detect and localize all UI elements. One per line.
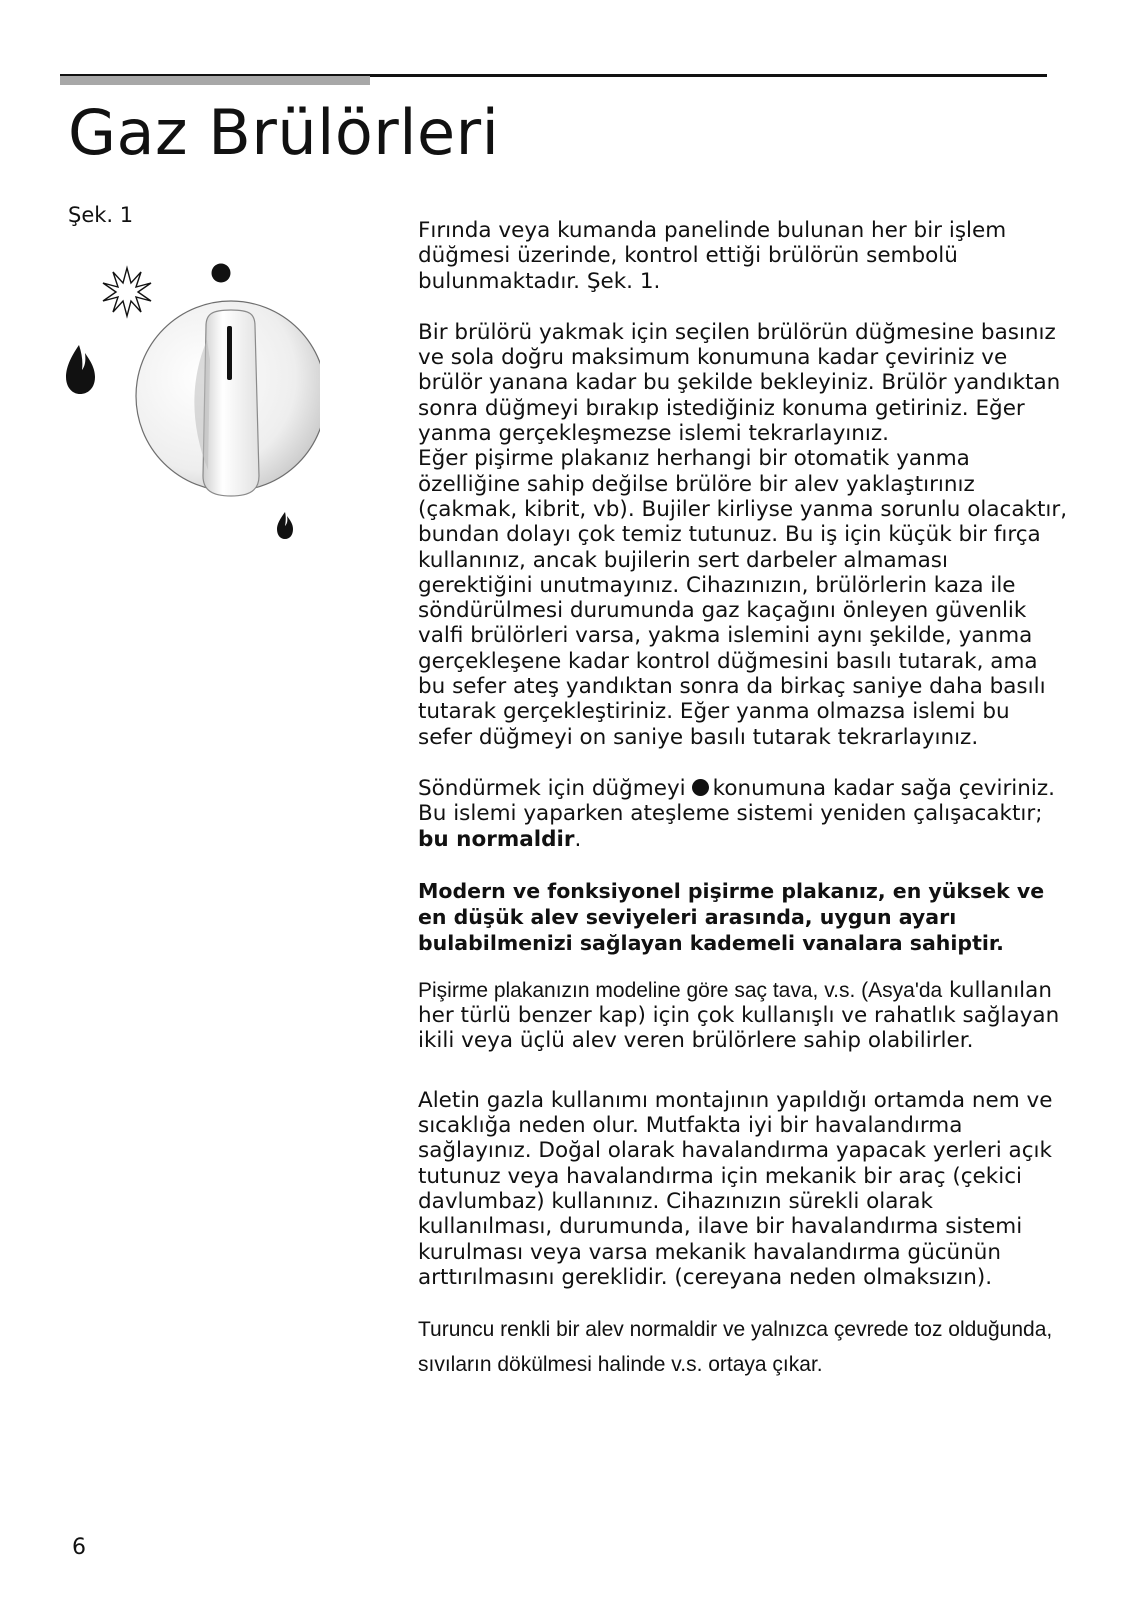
off-dot-icon xyxy=(692,779,709,796)
text-span: . xyxy=(574,826,582,852)
ignition-spark-icon xyxy=(103,268,151,316)
off-dot-icon xyxy=(212,264,231,283)
figure-label: Şek. 1 xyxy=(68,203,134,227)
paragraph xyxy=(418,776,1068,852)
paragraph: Fırında veya kumanda panelinde bulunan her bir işlem düğmesi üzerinde, kontrol ettiği brülörün sembolü bulunmaktadır. Şek. 1. xyxy=(418,218,1007,294)
text-span: Pişirme plakanızın modeline göre saç tava, v.s. (Asya'da xyxy=(418,978,943,1002)
burner-knob-figure xyxy=(60,240,320,560)
text-span: konumuna kadar sağa çeviriniz. Bu islemi yaparken ateşleme sistemi yeniden çalışacaktır; xyxy=(418,775,1055,827)
page-title: Gaz Brülörleri xyxy=(68,96,500,169)
text-span: Söndürmek için düğmeyi xyxy=(418,775,686,801)
control-knob xyxy=(136,301,320,496)
emphasis: bu normaldir xyxy=(418,826,575,852)
body-text xyxy=(418,218,1068,1382)
paragraph: Aletin gazla kullanımı montajının yapıldığı ortamda nem ve sıcaklığa neden olur. Mutfakta iyi bir havalandırma sağlayınız. Doğal olarak havalandırma yapacak yerleri açık tutunuz veya havalandırma için mekanik bir araç (çekici davlumbaz) kullanınız. Cihazınızın sürekli olarak kullanılması, durumunda, ilave bir havalandırma sistemi kurulması veya varsa mekanik havalandırma gücünün arttırılmasını gereklidir. (cereyana neden olmaksızın). xyxy=(418,1087,1053,1290)
paragraph-bold: Modern ve fonksiyonel pişirme plakanız, en yüksek ve en düşük alev seviyeleri arasında, uygun ayarı bulabilmenizi sağlayan kademeli vanalara sahiptir. xyxy=(418,878,1045,955)
small-flame-icon xyxy=(277,512,293,539)
header-rule-thick xyxy=(60,76,370,85)
paragraph xyxy=(418,978,1068,1054)
page-number: 6 xyxy=(72,1535,86,1560)
large-flame-icon xyxy=(66,345,95,394)
paragraph: Eğer pişirme plakanız herhangi bir otomatik yanma özelliğine sahip değilse brülöre bir alev yaklaştırınız (çakmak, kibrit, vb). Bujiler kirliyse yanma sorunlu olacaktır, bundan dolayı çok temiz tutunuz. Bu iş için küçük bir fırça kullanınız, ancak bujilerin sert darbeler almaması gerektiğini unutmayınız. Cihazınızın, brülörlerin kaza ile söndürülmesi durumunda gaz kaçağını önleyen güvenlik valfi brülörleri varsa, yakma islemini aynı şekilde, yanma gerçekleşene kadar kontrol düğmesini basılı tutarak, ama bu sefer ateş yandıktan sonra da birkaç saniye daha basılı tutarak gerçekleştiriniz. Eğer yanma olmazsa islemi bu sefer düğmeyi on saniye basılı tutarak tekrarlayınız. xyxy=(418,446,1068,750)
paragraph: Bir brülörü yakmak için seçilen brülörün düğmesine basınız ve sola doğru maksimum konumuna kadar çeviriniz ve brülör yanana kadar bu şekilde bekleyiniz. Brülör yandıktan sonra düğmeyi bırakıp istediğiniz konuma getiriniz. Eğer yanma gerçekleşmezse islemi tekrarlayınız. xyxy=(418,319,1061,447)
text-span: kullanılan her türlü benzer kap) için çok kullanışlı ve rahatlık sağlayan ikili veya üçlü alev veren brülörlere sahip olabilirler. xyxy=(418,977,1060,1054)
paragraph: Turuncu renkli bir alev normaldir ve yalnızca çevrede toz olduğunda, sıvıların dökülmesi halinde v.s. ortaya çıkar. xyxy=(418,1318,1053,1377)
